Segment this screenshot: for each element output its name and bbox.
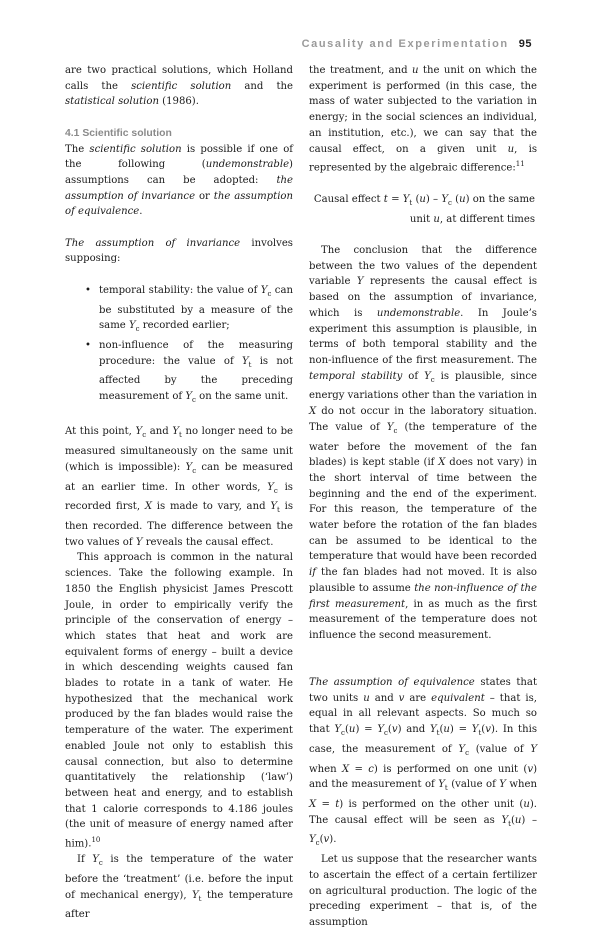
scientific-solution-paragraph: The scientific solution is possible if one of the following (undemonstrable) assumptions can be adopted: the assumption of invariance or the assumption of equivalence. [65, 143, 294, 218]
conclusion-paragraph: The conclusion that the difference between the two values of the dependent variable Y represents the causal effect is based on the assumption of invariance, which is undemonstrable. In Joule’s experiment this assumption is plausible, in terms of both temporal stability and the non-influence of the first measurement. The temporal stability of $Y_c$ is plausible, since energy variations other than the variation in X do not occur in the laboratory situation. The value of $Y_c$ (the temperature of the water before the movement of the fan blades) is kept stable (if X does not vary) in the short interval of time between the beginning and the end of the experiment. For this reason, the temperature of the water before the rotation of the fan blades can be assumed to be identical to the temperature that would have been recorded if the fan blades had not moved. It is also plausible to assume the non-influence of the first measurement, in as much as the first measurement of the temperature does not influence the second measurement. [309, 245, 538, 641]
measurement-paragraph: At this point, $Y_c$ and $Y_t$ no longer need to be measured simultaneously on the same unit (which is impossible): $Y_c$ can be measured at an earlier time. In other words, $Y_c$ is recorded first, X is made to vary, and $Y_t$ is then recorded. The difference between the two values of Y reveals the causal effect. [65, 426, 294, 548]
temperature-paragraph: If $Y_c$ is the temperature of the water before the ‘treatment’ (i.e. before the input of mechanical energy), $Y_t$ the temperature after [65, 854, 293, 921]
section-heading: 4.1 Scientific solution [65, 127, 172, 139]
intro-paragraph: are two practical solutions, which Holland calls the scientific solution and the statistical solution (1986). [65, 65, 293, 108]
running-title: Causality and Experimentation [301, 38, 509, 50]
list-item: • non-influence of the measuring procedure: the value of $Y_t$ is not affected by the preceding measurement of $Y_c$ on the same unit. [99, 338, 293, 409]
footnote-ref: 10 [91, 836, 101, 845]
list-item: • temporal stability: the value of $Y_c$ can be substituted by a measure of the same $Y_c$ recorded earlier; [99, 283, 293, 338]
assumption-list [65, 283, 293, 409]
equivalence-paragraph: The assumption of equivalence states that two units u and v are equivalent – that is, equal in all relevant aspects. So much so that $Y_c(u) = Y_c(v)$ and $Y_t(u) = Y_t(v)$. In this case, the measurement of $Y_c$ (value of Y when X = c) is performed on one unit (v) and the measurement of $Y_t$ (value of Y when X = t) is performed on the other unit (u). The causal effect will be seen as $Y_t(u) - Y_c(v)$. [309, 677, 538, 848]
invariance-paragraph: The assumption of invariance involves supposing: [65, 237, 293, 265]
left-column [65, 63, 293, 923]
right-column [309, 63, 537, 931]
page-number: 95 [518, 38, 532, 50]
joule-paragraph: This approach is common in the natural sciences. Take the following example. In 1850 the English physicist James Prescott Joule, in order to empirically verify the principle of the conservation of energy – which states that heat and work are equivalent forms of energy – built a device in which descending weights caused fan blades to rotate in a tank of water. He hypothesized that the mechanical work produced by the fan blades would raise the temperature of the water. The experiment enabled Joule not only to establish this causal connection, but also to determine quantitatively the relationship (‘law’) between heat and energy, and to establish that 1 calorie corresponds to 4.186 joules (the unit of measure of energy named after him).$^{10}$ [65, 552, 293, 850]
running-header [302, 38, 532, 50]
continuation-paragraph: the treatment, and u the unit on which the experiment is performed (in this case, the mass of water subjected to the variation in energy; in the social sciences an individual, an institution, etc.), we can say that the causal effect, on a given unit u, is represented by the algebraic difference:$^{11}$ [309, 65, 537, 174]
fertilizer-paragraph: Let us suppose that the researcher wants to ascertain the effect of a certain fertilizer on agricultural production. The logic of the preceding experiment – that is, of the assumption [309, 854, 537, 928]
causal-effect-formula: Causal effect $t = Y_t$ $(u) - Y_c$ (u) on the same unit u, at different times [313, 193, 535, 225]
footnote-ref: 11 [515, 160, 525, 169]
